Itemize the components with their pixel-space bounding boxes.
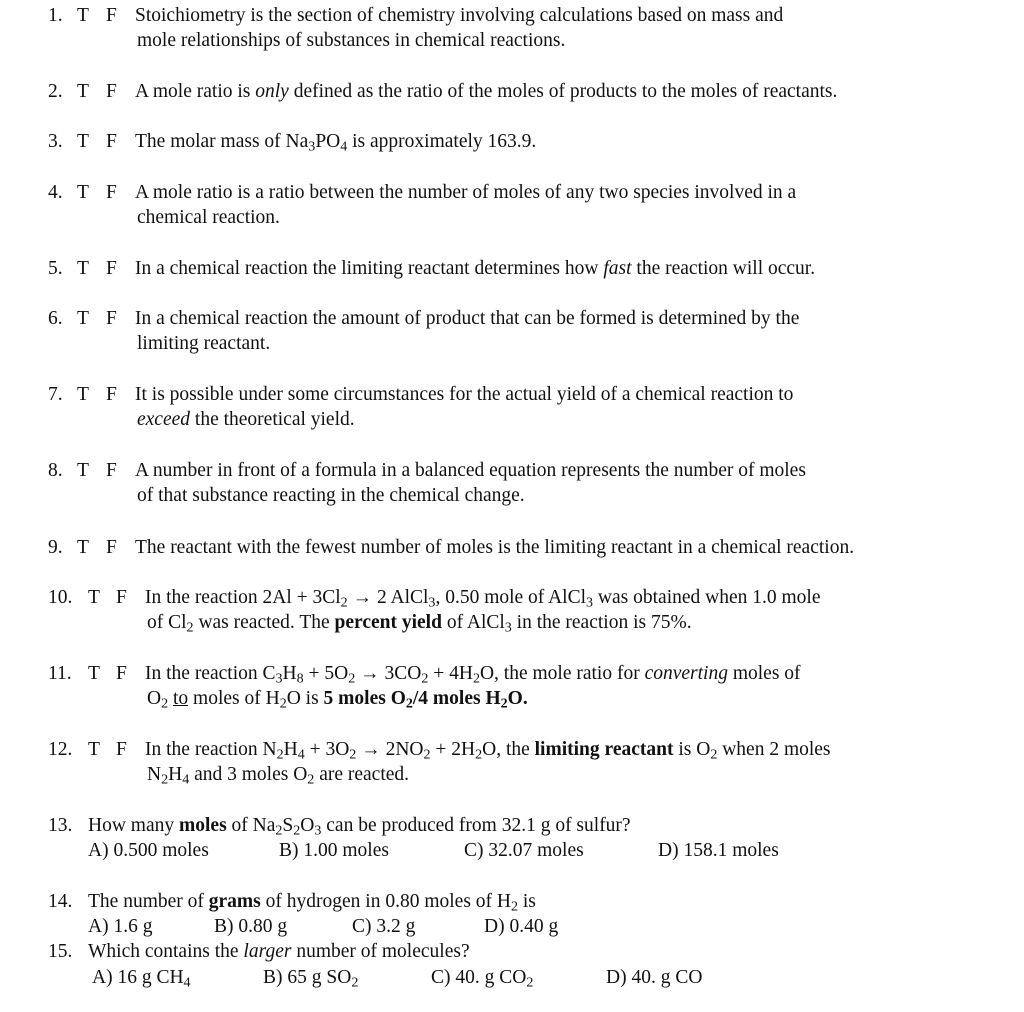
false-option[interactable]: F [116,663,127,684]
question-number: 7. [48,384,63,405]
option-a[interactable]: A) 16 g $CH_4$ [92,967,191,991]
question-text: A number in front of a formula in a balanced equation represents the number of moles [135,460,806,481]
option-a[interactable]: A) 1.6 g [88,916,153,937]
question-text: In a chemical reaction the amount of product that can be formed is determined by the [135,308,800,329]
false-option[interactable]: F [116,739,127,760]
question-text: The reactant with the fewest number of moles is the limiting reactant in a chemical reaction. [135,537,855,558]
false-option[interactable]: F [106,384,117,405]
false-option[interactable]: F [116,587,127,608]
false-option[interactable]: F [106,460,117,481]
question-text: Which contains the larger number of molecules? [88,941,470,962]
option-a[interactable]: A) 0.500 moles [88,840,209,861]
question-text: A mole ratio is only defined as the ratio of the moles of products to the moles of reactants. [135,81,838,102]
option-d[interactable]: D) 0.40 g [484,916,559,937]
question-number: 9. [48,537,63,558]
question-text: exceed the theoretical yield. [137,409,355,430]
true-option[interactable]: T [77,182,89,203]
option-b[interactable]: B) 65 g $SO_2$ [263,967,359,991]
question-number: 6. [48,308,63,329]
question-text: mole relationships of substances in chemical reactions. [137,30,566,51]
question-text: A mole ratio is a ratio between the number of moles of any two species involved in a [135,182,797,203]
true-option[interactable]: T [77,384,89,405]
question-number: 3. [48,131,63,152]
question-number: 4. [48,182,63,203]
question-number: 15. [48,941,73,962]
false-option[interactable]: F [106,258,117,279]
question-text: The molar mass of $Na_3PO_4$ is approximately 163.9. [135,131,537,155]
true-option[interactable]: T [88,739,100,760]
question-number: 2. [48,81,63,102]
question-number: 1. [48,5,63,26]
false-option[interactable]: F [106,308,117,329]
false-option[interactable]: F [106,5,117,26]
true-option[interactable]: T [77,537,89,558]
true-option[interactable]: T [77,81,89,102]
true-option[interactable]: T [88,587,100,608]
false-option[interactable]: F [106,81,117,102]
question-number: 13. [48,815,73,836]
question-text: of $Cl_2$ was reacted. The percent yield of AlCl$_3$ in the reaction is 75%. [147,612,692,636]
option-b[interactable]: B) 0.80 g [214,916,288,937]
question-number: 11. [48,663,72,684]
question-text: In the reaction $N_2H_4 + 3O_2 \to 2NO_2 + 2H_2O$, the limiting reactant is $O_2$ when 2 moles [145,739,831,763]
true-option[interactable]: T [88,663,100,684]
option-d[interactable]: D) 40. g CO [606,967,703,988]
question-text: of that substance reacting in the chemical change. [137,485,525,506]
question-text: In the reaction $C_3H_8 + 5O_2 \to 3CO_2 + 4H_2O$, the mole ratio for converting moles of [145,663,801,687]
question-text: It is possible under some circumstances for the actual yield of a chemical reaction to [135,384,794,405]
true-option[interactable]: T [77,258,89,279]
question-text: The number of grams of hydrogen in 0.80 moles of $H_2$ is [88,891,536,915]
question-text: In the reaction $2Al + 3Cl_2 \to 2$ AlCl$_3$, 0.50 mole of AlCl$_3$ was obtained when 1.0 mole [145,587,821,611]
question-text: $O_2$ to moles of $H_2O$ is 5 moles $O_2/4$ moles $H_2O$. [147,688,528,712]
true-option[interactable]: T [77,5,89,26]
option-d[interactable]: D) 158.1 moles [658,840,779,861]
option-b[interactable]: B) 1.00 moles [279,840,389,861]
question-text: limiting reactant. [137,333,271,354]
question-number: 10. [48,587,73,608]
question-text: $N_2H_4$ and 3 moles $O_2$ are reacted. [147,764,410,788]
option-c[interactable]: C) 32.07 moles [464,840,584,861]
option-c[interactable]: C) 3.2 g [352,916,416,937]
true-option[interactable]: T [77,308,89,329]
question-text: How many moles of $Na_2S_2O_3$ can be produced from 32.1 g of sulfur? [88,815,631,839]
question-text: Stoichiometry is the section of chemistry involving calculations based on mass and [135,5,784,26]
true-option[interactable]: T [77,460,89,481]
question-text: chemical reaction. [137,207,280,228]
option-c[interactable]: C) 40. g $CO_2$ [431,967,534,991]
question-number: 5. [48,258,63,279]
false-option[interactable]: F [106,182,117,203]
false-option[interactable]: F [106,537,117,558]
question-number: 12. [48,739,73,760]
false-option[interactable]: F [106,131,117,152]
true-option[interactable]: T [77,131,89,152]
question-number: 14. [48,891,73,912]
question-number: 8. [48,460,63,481]
question-text: In a chemical reaction the limiting reactant determines how fast the reaction will occur. [135,258,816,279]
